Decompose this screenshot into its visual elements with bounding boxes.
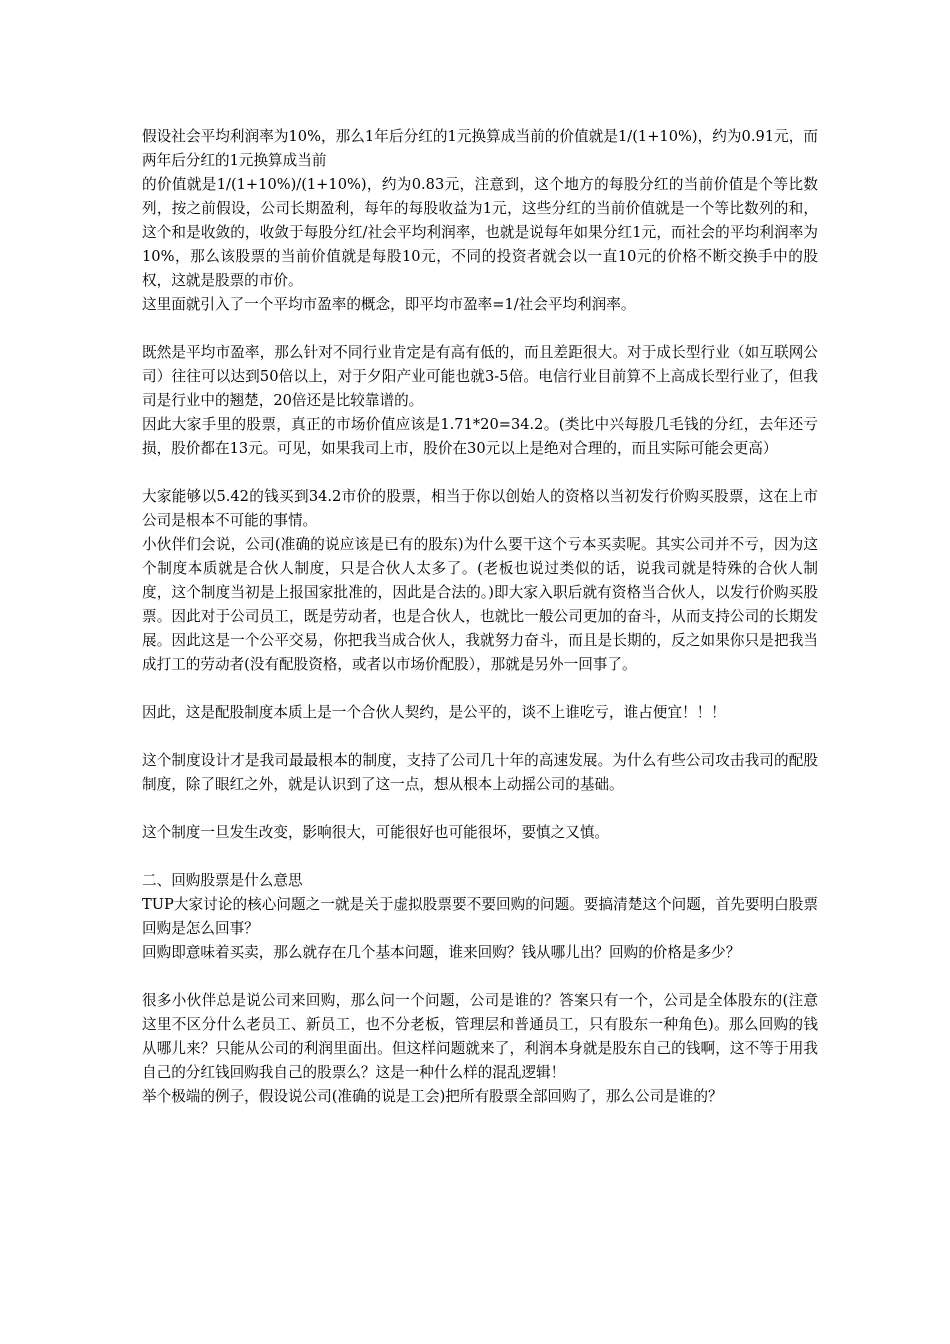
section-heading: 二、回购股票是什么意思 xyxy=(142,872,303,889)
paragraph-1: 假设社会平均利润率为10%，那么1年后分红的1元换算成当前的价值就是1/(1+10%)，约为0.91元，而两年后分红的1元换算成当前 xyxy=(142,128,818,169)
paragraph-2: 的价值就是1/(1+10%)/(1+10%)，约为0.83元，注意到，这个地方的每股分红的当前价值是个等比数列，按之前假设，公司长期盈利，每年的每股收益为1元，这些分红的当前价值就是一个等比数列的和，这个和是收敛的，收敛于每股分红/社会平均利润率，也就是说每年如果分红1元，而社会的平均利润率为10%，那么该股票的当前价值就是每股10元，不同的投资者就会以一直10元的价格不断交换手中的股权，这就是股票的市价。 xyxy=(142,176,818,289)
paragraph-8: 因此，这是配股制度本质上是一个合伙人契约，是公平的，谈不上谁吃亏，谁占便宜！！！ xyxy=(142,704,726,721)
paragraph-14: 举个极端的例子，假设说公司(准确的说是工会)把所有股票全部回购了，那么公司是谁的？ xyxy=(142,1088,723,1105)
blank-line xyxy=(142,725,818,749)
blank-line xyxy=(142,845,818,869)
document-page xyxy=(142,125,818,1109)
paragraph-6: 大家能够以5.42的钱买到34.2市价的股票，相当于你以创始人的资格以当初发行价购买股票，这在上市公司是根本不可能的事情。 xyxy=(142,488,818,529)
paragraph-9: 这个制度设计才是我司最最根本的制度，支持了公司几十年的高速发展。为什么有些公司攻击我司的配股制度，除了眼红之外，就是认识到了这一点，想从根本上动摇公司的基础。 xyxy=(142,752,818,793)
paragraph-10: 这个制度一旦发生改变，影响很大，可能很好也可能很坏，要慎之又慎。 xyxy=(142,824,610,841)
blank-line xyxy=(142,461,818,485)
paragraph-4: 既然是平均市盈率，那么针对不同行业肯定是有高有低的，而且差距很大。对于成长型行业（如互联网公司）往往可以达到50倍以上，对于夕阳产业可能也就3-5倍。电信行业目前算不上高成长型行业了，但我司是行业中的翘楚，20倍还是比较靠谱的。 xyxy=(142,344,818,409)
paragraph-13: 很多小伙伴总是说公司来回购，那么问一个问题，公司是谁的？答案只有一个，公司是全体股东的(注意这里不区分什么老员工、新员工，也不分老板，管理层和普通员工，只有股东一种角色)。那么回购的钱从哪儿来？只能从公司的利润里面出。但这样问题就来了，利润本身就是股东自己的钱啊，这不等于用我自己的分红钱回购我自己的股票么？这是一种什么样的混乱逻辑！ xyxy=(142,992,818,1081)
paragraph-3: 这里面就引入了一个平均市盈率的概念，即平均市盈率=1/社会平均利润率。 xyxy=(142,296,636,313)
blank-line xyxy=(142,317,818,341)
paragraph-5: 因此大家手里的股票，真正的市场价值应该是1.71*20=34.2。(类比中兴每股几毛钱的分红，去年还亏损，股价都在13元。可见，如果我司上市，股价在30元以上是绝对合理的，而且实际可能会更高） xyxy=(142,416,818,457)
paragraph-7: 小伙伴们会说，公司(准确的说应该是已有的股东)为什么要干这个亏本买卖呢。其实公司并不亏，因为这个制度本质就是合伙人制度，只是合伙人太多了。(老板也说过类似的话，说我司就是特殊的合伙人制度，这个制度当初是上报国家批准的，因此是合法的。)即大家入职后就有资格当合伙人，以发行价购买股票。因此对于公司员工，既是劳动者，也是合伙人，也就比一般公司更加的奋斗，从而支持公司的长期发展。因此这是一个公平交易，你把我当成合伙人，我就努力奋斗，而且是长期的，反之如果你只是把我当成打工的劳动者(没有配股资格，或者以市场价配股），那就是另外一回事了。 xyxy=(142,536,818,673)
paragraph-12: 回购即意味着买卖，那么就存在几个基本问题，谁来回购？钱从哪儿出？回购的价格是多少？ xyxy=(142,944,741,961)
blank-line xyxy=(142,797,818,821)
paragraph-11: TUP大家讨论的核心问题之一就是关于虚拟股票要不要回购的问题。要搞清楚这个问题，首先要明白股票回购是怎么回事？ xyxy=(142,896,818,937)
blank-line xyxy=(142,677,818,701)
blank-line xyxy=(142,965,818,989)
